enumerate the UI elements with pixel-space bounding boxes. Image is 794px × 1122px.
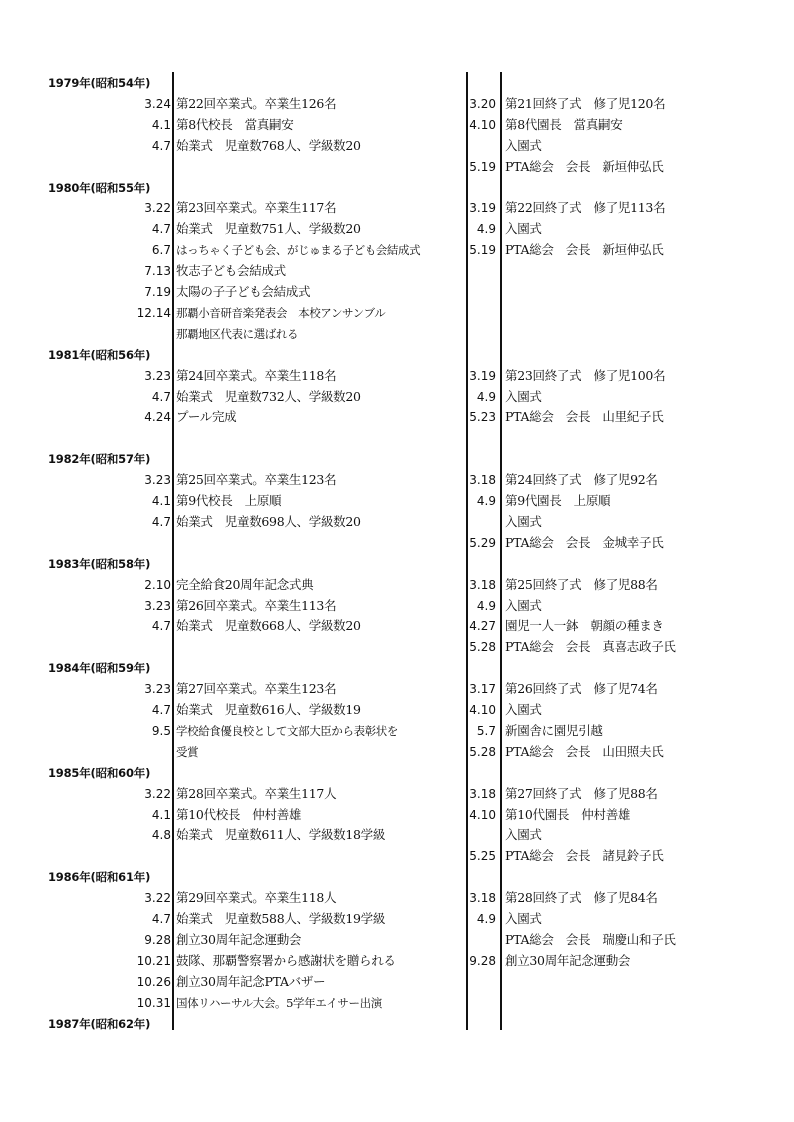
kindergarten-event-row: [0, 784, 794, 804]
school-event-text: 学校給食優良校として文部大臣から表彰状を: [176, 723, 398, 738]
school-event-date: 4.7: [151, 138, 171, 153]
kindergarten-event-date: 4.9: [476, 222, 496, 237]
kindergarten-event-row: [0, 616, 794, 636]
school-event-date: 4.1: [151, 807, 171, 822]
kindergarten-event-row: [0, 637, 794, 657]
kindergarten-event-date: 3.17: [469, 682, 496, 697]
kindergarten-event-row: [0, 470, 794, 490]
kindergarten-event-row: [0, 94, 794, 114]
kindergarten-event-text: 入園式: [505, 702, 542, 717]
kindergarten-event-date: 4.9: [476, 598, 496, 613]
year-heading: 1982年(昭和57年): [48, 452, 151, 467]
kindergarten-event-row: [0, 909, 794, 929]
kindergarten-event-row: [0, 596, 794, 616]
kindergarten-event-date: 4.10: [469, 703, 496, 717]
school-event-date: 4.8: [151, 828, 171, 843]
kindergarten-event-text: PTA総会 会長 山田照夫氏: [505, 743, 664, 759]
school-event-text: 創立30周年記念PTAバザー: [176, 973, 326, 989]
school-event-text: 完全給食20周年記念式典: [176, 576, 314, 592]
school-event-date: 3.22: [144, 891, 171, 906]
school-event-date: 3.22: [144, 786, 171, 801]
school-event-date: 3.22: [144, 201, 171, 216]
school-event-text: 第25回卒業式。卒業生123名: [176, 472, 337, 488]
kindergarten-event-row: [0, 491, 794, 511]
school-event-date: 3.23: [144, 682, 171, 697]
kindergarten-event-text: 第27回終了式 修了児88名: [505, 785, 658, 801]
school-event-date: 12.14: [136, 305, 171, 320]
school-event-text: 第10代校長 仲村善雄: [176, 806, 302, 822]
kindergarten-event-text: 第24回終了式 修了児92名: [505, 472, 658, 488]
kindergarten-event-date: 5.23: [469, 410, 496, 425]
kindergarten-event-row: [0, 700, 794, 720]
school-event-date: 7.13: [144, 264, 171, 279]
school-event-date: 4.7: [151, 389, 171, 404]
school-event-text: 第9代校長 上原順: [176, 493, 282, 508]
school-event-text: 始業式 児童数768人、学級数20: [176, 137, 361, 153]
kindergarten-event-text: PTA総会 会長 瑞慶山和子氏: [505, 931, 676, 947]
year-heading: 1983年(昭和58年): [48, 556, 151, 571]
kindergarten-event-text: 入園式: [505, 911, 542, 926]
kindergarten-event-date: 3.20: [469, 96, 496, 111]
school-event-row: [0, 303, 794, 323]
school-event-text: 牧志子ども会結成式: [176, 263, 286, 279]
kindergarten-event-text: 入園式: [505, 221, 542, 237]
kindergarten-event-date: 4.10: [469, 807, 496, 822]
kindergarten-event-text: 第10代園長 仲村善雄: [505, 806, 631, 822]
school-event-text: 始業式 児童数732人、学級数20: [176, 388, 361, 404]
kindergarten-event-row: [0, 888, 794, 908]
school-event-text: 始業式 児童数668人、学級数20: [176, 618, 361, 634]
kindergarten-event-date: 3.19: [469, 201, 496, 216]
kindergarten-event-row: [0, 366, 794, 386]
kindergarten-event-row: [0, 157, 794, 177]
kindergarten-event-row: [0, 742, 794, 762]
kindergarten-event-date: 5.29: [469, 535, 496, 550]
kindergarten-event-text: 入園式: [505, 513, 542, 529]
kindergarten-event-date: 3.19: [469, 368, 496, 383]
school-event-date: 4.1: [151, 117, 171, 132]
year-heading: 1979年(昭和54年): [48, 76, 151, 90]
kindergarten-event-row: [0, 115, 794, 135]
year-heading: 1986年(昭和61年): [48, 870, 151, 885]
school-event-row: [0, 972, 794, 992]
school-event-date: 7.19: [144, 285, 171, 299]
kindergarten-event-date: 5.28: [469, 744, 496, 759]
kindergarten-event-row: [0, 533, 794, 553]
kindergarten-event-date: 3.18: [469, 786, 496, 801]
kindergarten-event-date: 5.19: [469, 243, 496, 258]
kindergarten-event-text: PTA総会 会長 真喜志政子氏: [505, 639, 676, 655]
kindergarten-event-text: 創立30周年記念運動会: [505, 952, 631, 968]
kindergarten-event-date: 5.28: [469, 640, 496, 655]
school-event-date: 3.23: [144, 598, 171, 613]
school-event-text: 第29回卒業式。卒業生118人: [176, 890, 337, 906]
school-event-text: 那覇地区代表に選ばれる: [176, 326, 299, 341]
school-event-text: 始業式 児童数751人、学級数20: [176, 221, 361, 237]
kindergarten-event-text: 第28回終了式 修了児84名: [505, 890, 658, 906]
kindergarten-event-text: 入園式: [505, 137, 542, 153]
school-event-date: 4.7: [151, 912, 171, 926]
kindergarten-event-row: [0, 512, 794, 532]
kindergarten-event-text: 入園式: [505, 388, 542, 404]
kindergarten-event-date: 4.27: [469, 619, 496, 634]
year-heading: 1981年(昭和56年): [48, 347, 151, 362]
school-event-text: 第8代校長 當真嗣安: [176, 116, 294, 132]
school-event-text: 始業式 児童数698人、学級数20: [176, 513, 361, 529]
school-event-date: 6.7: [151, 243, 171, 258]
school-event-row: [0, 324, 794, 344]
kindergarten-event-row: [0, 575, 794, 595]
kindergarten-event-date: 4.9: [476, 494, 496, 508]
school-event-date: 10.31: [136, 995, 171, 1010]
kindergarten-event-date: 4.9: [476, 912, 496, 926]
school-event-text: 第24回卒業式。卒業生118名: [176, 367, 337, 383]
kindergarten-event-text: 新園舎に園児引越: [505, 722, 603, 738]
kindergarten-event-text: 入園式: [505, 597, 542, 613]
kindergarten-event-text: 第22回終了式 修了児113名: [505, 200, 666, 216]
school-event-date: 2.10: [144, 577, 171, 592]
kindergarten-event-row: [0, 240, 794, 260]
school-event-text: 第22回卒業式。卒業生126名: [176, 95, 337, 111]
kindergarten-event-row: [0, 805, 794, 825]
school-event-text: 第23回卒業式。卒業生117名: [176, 200, 337, 216]
kindergarten-event-text: PTA総会 会長 諸見鈴子氏: [505, 848, 664, 864]
kindergarten-event-row: [0, 407, 794, 427]
school-event-text: 太陽の子子ども会結成式: [176, 284, 311, 299]
kindergarten-event-row: [0, 136, 794, 156]
kindergarten-event-row: [0, 387, 794, 407]
kindergarten-event-text: 第9代園長 上原順: [505, 493, 611, 508]
school-event-text: 受賞: [176, 744, 199, 759]
school-event-text: 第26回卒業式。卒業生113名: [176, 597, 337, 613]
school-event-row: [0, 261, 794, 281]
year-heading: 1987年(昭和62年): [48, 1016, 151, 1031]
kindergarten-event-date: 9.28: [469, 953, 496, 968]
kindergarten-event-row: [0, 951, 794, 971]
school-event-date: 4.7: [151, 222, 171, 237]
year-heading: 1980年(昭和55年): [48, 180, 151, 195]
kindergarten-event-text: 園児一人一鉢 朝顔の種まき: [505, 618, 664, 634]
kindergarten-event-date: 4.10: [469, 117, 496, 132]
kindergarten-event-text: PTA総会 会長 新垣伸弘氏: [505, 158, 664, 174]
school-event-date: 4.24: [144, 410, 171, 425]
kindergarten-event-row: [0, 679, 794, 699]
kindergarten-event-text: PTA総会 会長 山里紀子氏: [505, 409, 664, 425]
kindergarten-event-row: [0, 219, 794, 239]
school-event-row: [0, 282, 794, 302]
kindergarten-event-text: 入園式: [505, 827, 542, 843]
school-event-date: 4.7: [151, 703, 171, 717]
kindergarten-event-date: 5.7: [476, 723, 496, 738]
kindergarten-event-text: 第26回終了式 修了児74名: [505, 681, 658, 697]
school-event-date: 4.7: [151, 619, 171, 634]
kindergarten-event-text: PTA総会 会長 新垣伸弘氏: [505, 242, 664, 258]
kindergarten-event-date: 3.18: [469, 577, 496, 592]
kindergarten-event-text: 第21回終了式 修了児120名: [505, 95, 666, 111]
kindergarten-event-row: [0, 930, 794, 950]
kindergarten-event-text: PTA総会 会長 金城幸子氏: [505, 534, 664, 550]
school-event-date: 4.1: [151, 494, 171, 508]
school-event-text: 那覇小音研音楽発表会 本校アンサンブル: [176, 305, 386, 320]
kindergarten-event-date: 3.18: [469, 473, 496, 488]
school-event-date: 9.28: [144, 932, 171, 947]
kindergarten-event-date: 3.18: [469, 891, 496, 906]
school-event-text: 始業式 児童数616人、学級数19: [176, 702, 361, 717]
school-event-row: [0, 993, 794, 1013]
year-heading: 1985年(昭和60年): [48, 765, 151, 780]
school-event-date: 3.23: [144, 473, 171, 488]
kindergarten-event-row: [0, 721, 794, 741]
year-heading: 1984年(昭和59年): [48, 661, 151, 676]
school-event-date: 10.21: [136, 953, 171, 968]
school-event-text: はっちゃく子ども会、がじゅまる子ども会結成式: [176, 243, 421, 258]
school-event-text: 第28回卒業式。卒業生117人: [176, 785, 337, 801]
kindergarten-event-date: 5.19: [469, 159, 496, 174]
school-event-date: 9.5: [151, 723, 171, 738]
school-event-date: 3.23: [144, 368, 171, 383]
kindergarten-event-text: 第25回終了式 修了児88名: [505, 576, 658, 592]
school-event-text: プール完成: [176, 409, 237, 425]
school-event-date: 3.24: [144, 96, 171, 111]
kindergarten-event-text: 第8代園長 當真嗣安: [505, 116, 623, 132]
school-event-text: 創立30周年記念運動会: [176, 931, 302, 947]
school-event-text: 鼓隊、那覇警察署から感謝状を贈られる: [176, 952, 396, 968]
school-event-text: 第27回卒業式。卒業生123名: [176, 681, 337, 697]
kindergarten-event-row: [0, 198, 794, 218]
kindergarten-event-text: 第23回終了式 修了児100名: [505, 367, 666, 383]
school-event-date: 10.26: [136, 974, 171, 989]
school-event-date: 4.7: [151, 514, 171, 529]
school-event-text: 国体リハーサル大会。5学年エイサー出演: [176, 995, 382, 1010]
kindergarten-event-date: 4.9: [476, 389, 496, 404]
kindergarten-event-date: 5.25: [469, 849, 496, 864]
school-event-text: 始業式 児童数588人、学級数19学級: [176, 911, 386, 926]
kindergarten-event-row: [0, 825, 794, 845]
school-event-text: 始業式 児童数611人、学級数18学級: [176, 827, 386, 843]
kindergarten-event-row: [0, 846, 794, 866]
